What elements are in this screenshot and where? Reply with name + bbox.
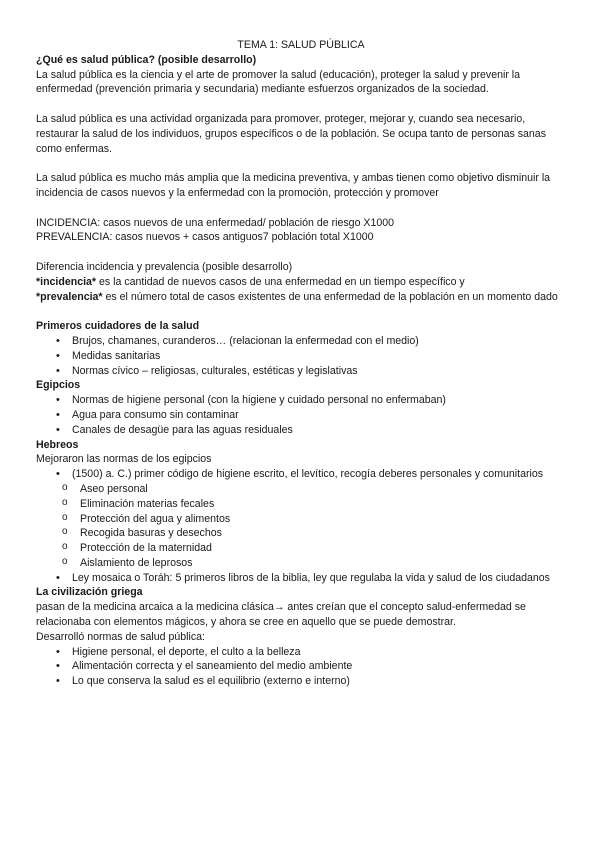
egipcios-list [36,393,566,437]
list-item: • Normas de higiene personal (con la higiene y cuidado personal no enfermaban) [36,393,566,408]
list-item: • Alimentación correcta y el saneamiento del medio ambiente [36,659,566,674]
griega-list [36,645,566,689]
section-heading-primeros-cuidadores: Primeros cuidadores de la salud [36,320,200,333]
list-item: • Ley mosaica o Toráh: 5 primeros libros de la biblia, ley que regulaba la vida y salud de los ciudadanos [36,571,566,586]
list-item: • Higiene personal, el deporte, el culto a la belleza [36,645,566,660]
section-heading-griega: La civilización griega [36,586,143,599]
list-item: • (1500) a. C.) primer código de higiene escrito, el levítico, recogía deberes personales y comunitarios [36,467,566,482]
list-item: • Agua para consumo sin contaminar [36,408,566,423]
hebreos-sublist [36,482,566,571]
list-item: • Canales de desagüe para las aguas residuales [36,423,566,438]
paragraph-definition-1: La salud pública es la ciencia y el arte de promover la salud (educación), proteger la salud y prevenir la enfermedad (prevención primaria y secundaria) mediante esfuerzos organizados de la sociedad. [36,68,521,96]
section-heading-que-es: ¿Qué es salud pública? (posible desarrollo) [36,53,257,66]
document-body [36,38,566,689]
griega-paragraph: pasan de la medicina arcaica a la medicina clásica→ antes creían que el concepto salud-enfermedad se relacionaba con elementos mágicos, y ahora se cree en aquello que se puede demostrar. [36,601,526,629]
paragraph-definition-2: La salud pública es una actividad organizada para promover, proteger, mejorar y, cuando sea necesario, restaurar la salud de los individuos, grupos específicos o de la población. Se ocupa tanto de personas sanas como enfermas. [36,112,547,155]
sublist-item: o Aislamiento de leprosos [36,556,566,571]
hebreos-list [36,467,566,482]
sublist-item: o Protección del agua y alimentos [36,512,566,527]
primeros-cuidadores-list [36,334,566,378]
sublist-item: o Eliminación materias fecales [36,497,566,512]
griega-intro: Desarrolló normas de salud pública: [36,630,205,643]
section-heading-egipcios: Egipcios [36,379,81,392]
hebreos-intro: Mejoraron las normas de los egipcios [36,453,212,466]
section-heading-hebreos: Hebreos [36,438,79,451]
diferencia-heading: Diferencia incidencia y prevalencia (posible desarrollo) [36,260,293,273]
incidencia-formula: INCIDENCIA: casos nuevos de una enfermedad/ población de riesgo X1000 [36,216,395,229]
list-item: • Medidas sanitarias [36,349,566,364]
hebreos-list-continued [36,571,566,586]
prevalencia-explanation [36,290,566,305]
sublist-item: o Aseo personal [36,482,566,497]
sublist-item: o Protección de la maternidad [36,541,566,556]
sublist-item: o Recogida basuras y desechos [36,526,566,541]
prevalencia-term: *prevalencia* [36,290,103,303]
paragraph-definition-3: La salud pública es mucho más amplia que la medicina preventiva, y ambas tienen como objetivo disminuir la incidencia de casos nuevos y la enfermedad con la promoción, protección y promover [36,172,551,199]
incidencia-explanation [36,275,566,290]
list-item: • Brujos, chamanes, curanderos… (relacionan la enfermedad con el medio) [36,334,566,349]
list-item: • Lo que conserva la salud es el equilibrio (externo e interno) [36,674,566,689]
prevalencia-formula: PREVALENCIA: casos nuevos + casos antiguos7 población total X1000 [36,231,374,244]
list-item: • Normas cívico – religiosas, culturales, estéticas y legislativas [36,364,566,379]
incidencia-text: es la cantidad de nuevos casos de una enfermedad en un tiempo específico y [96,275,465,288]
incidencia-term: *incidencia* [36,275,97,288]
prevalencia-text: es el número total de casos existentes de una enfermedad de la población en un momento dado [102,290,558,303]
document-title: TEMA 1: SALUD PÚBLICA [237,39,365,51]
